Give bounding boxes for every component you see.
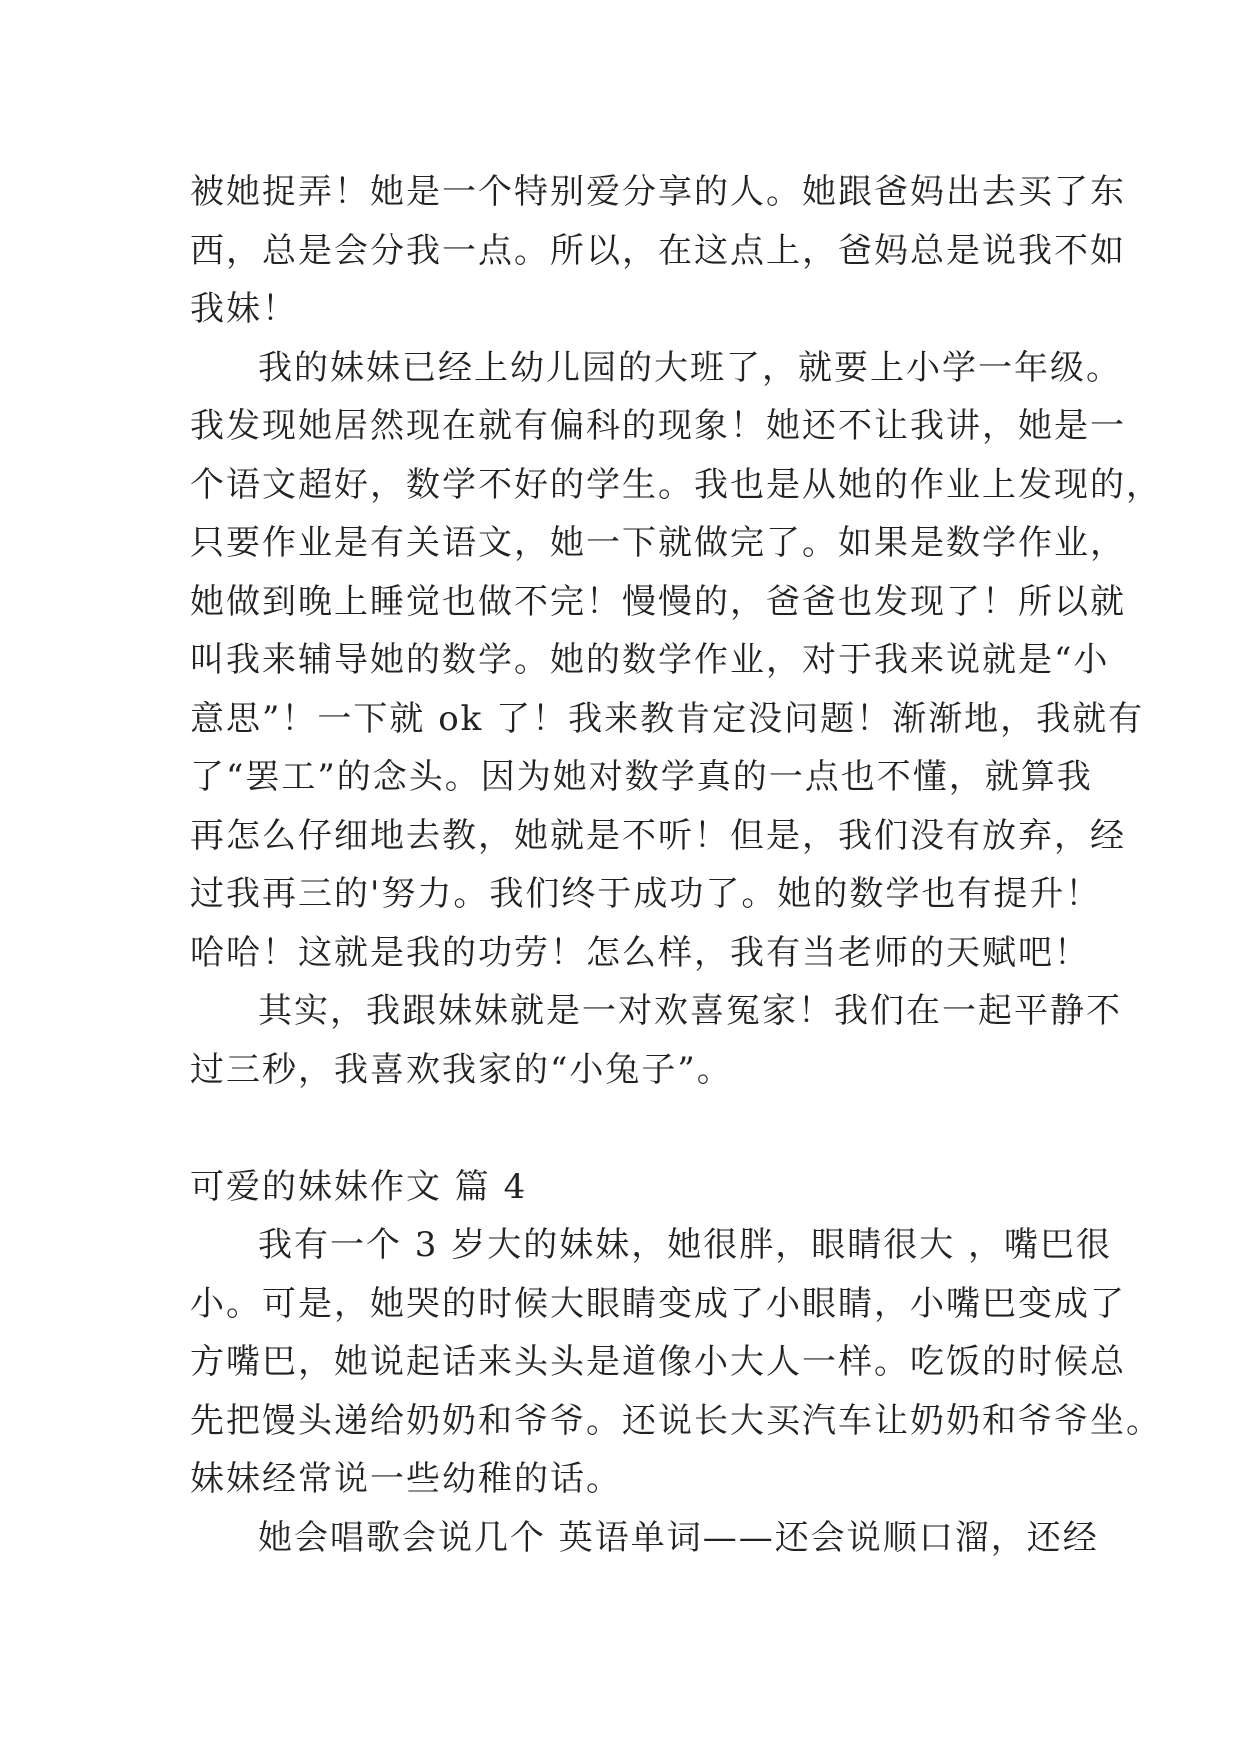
text-line: 其实，我跟妹妹就是一对欢喜冤家！我们在一起平静不: [258, 991, 1122, 1031]
paragraph-4: [190, 1216, 1162, 1509]
text-line: 意思”！一下就 ok 了！我来教肯定没问题！渐渐地，我就有: [190, 698, 1145, 739]
text-line: 我妹！: [190, 289, 298, 329]
text-line: 哈哈！这就是我的功劳！怎么样，我有当老师的天赋吧！: [190, 932, 1090, 973]
text-line: 她做到晚上睡觉也做不完！慢慢的，爸爸也发现了！所以就: [190, 581, 1126, 622]
text-line: 过三秒，我喜欢我家的“小兔子”。: [190, 1049, 733, 1090]
text-line: 妹妹经常说一些幼稚的话。: [190, 1459, 622, 1499]
text-line: 西，总是会分我一点。所以，在这点上，爸妈总是说我不如: [190, 230, 1126, 271]
text-line: 小。可是，她哭的时候大眼睛变成了小眼睛，小嘴巴变成了: [190, 1283, 1126, 1324]
paragraph-3: [190, 982, 1122, 1099]
text-line: 了“罢工”的念头。因为她对数学真的一点也不懂，就算我: [190, 757, 1093, 797]
text-line: 我有一个 3 岁大的妹妹，她很胖，眼睛很大 ，嘴巴很: [258, 1225, 1113, 1265]
text-line: 再怎么仔细地去教，她就是不听！但是，我们没有放弃，经: [190, 815, 1126, 856]
text-line: 我发现她居然现在就有偏科的现象！她还不让我讲，她是一: [190, 406, 1126, 446]
paragraph-1: [190, 163, 1126, 339]
paragraph-2: [190, 339, 1162, 983]
document-body: [190, 163, 1162, 1567]
text-line: 被她捉弄！她是一个特别爱分享的人。她跟爸妈出去买了东: [190, 172, 1126, 212]
text-line: 我的妹妹已经上幼儿园的大班了，就要上小学一年级。: [258, 347, 1122, 388]
text-line: 过我再三的'努力。我们终于成功了。她的数学也有提升！: [190, 874, 1102, 914]
text-line: 她会唱歌会说几个 英语单词——还会说顺口溜，还经: [258, 1517, 1099, 1558]
text-line: 先把馒头递给奶奶和爷爷。还说长大买汽车让奶奶和爷爷坐。: [190, 1400, 1162, 1441]
text-line: 只要作业是有关语文，她一下就做完了。如果是数学作业，: [190, 523, 1126, 563]
text-line: 个语文超好，数学不好的学生。我也是从她的作业上发现的，: [190, 464, 1162, 505]
text-line: 方嘴巴，她说起话来头头是道像小大人一样。吃饭的时候总: [190, 1342, 1126, 1382]
section-heading: 可爱的妹妹作文 篇 4: [190, 1166, 528, 1207]
text-line: 叫我来辅导她的数学。她的数学作业，对于我来说就是“小: [190, 640, 1110, 680]
paragraph-5: [190, 1509, 1099, 1568]
